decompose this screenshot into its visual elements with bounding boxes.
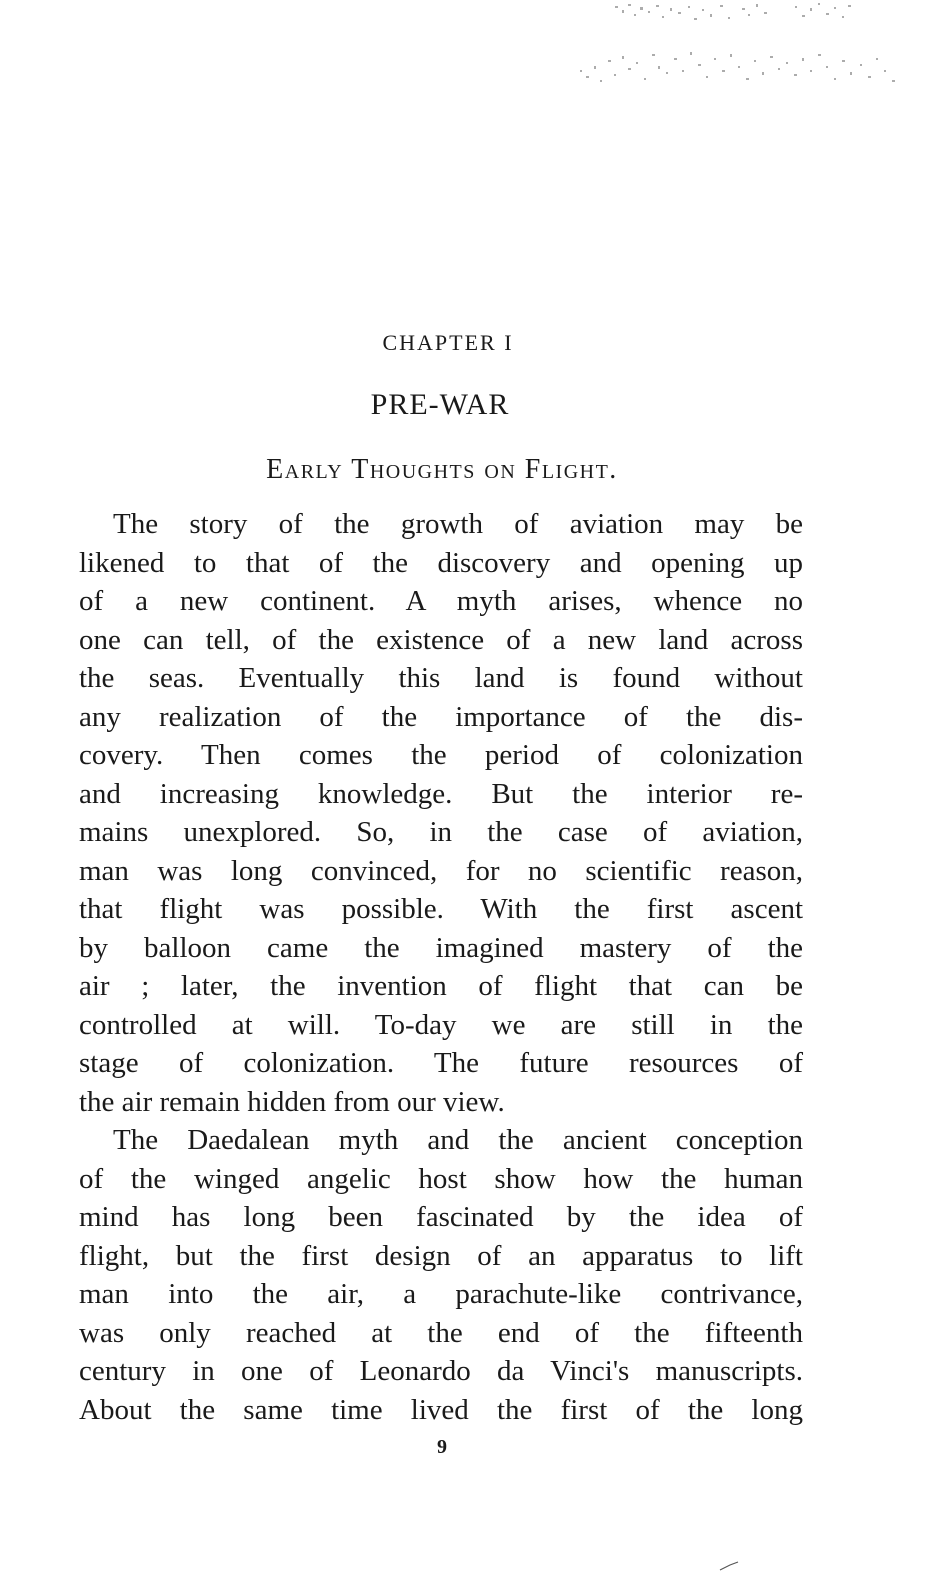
text-line: of the winged angelic host show how the human [79, 1162, 803, 1195]
text-line: and increasing knowledge. But the interior re- [79, 777, 803, 810]
text-line: The Daedalean myth and the ancient conception [113, 1124, 803, 1156]
text-line: The story of the growth of aviation may be [113, 508, 803, 540]
text-line: man was long convinced, for no scientific reason, [79, 854, 803, 887]
text-line: covery. Then comes the period of colonization [79, 739, 803, 771]
text-line: by balloon came the imagined mastery of the [79, 931, 803, 964]
text-line: one can tell, of the existence of a new land across [79, 623, 803, 656]
page-number: 9 [437, 1436, 447, 1458]
text-line: the air remain hidden from our view. [79, 1085, 505, 1118]
text-line: mains unexplored. So, in the case of aviation, [79, 816, 803, 848]
text-line: stage of colonization. The future resources of [79, 1047, 803, 1079]
text-line: mind has long been fascinated by the idea of [79, 1201, 803, 1233]
section-heading: Early Thoughts on Flight. [266, 454, 618, 485]
text-line: air ; later, the invention of flight that can be [79, 970, 803, 1002]
text-line: the seas. Eventually this land is found without [79, 662, 803, 694]
text-line: man into the air, a parachute-like contrivance, [79, 1278, 803, 1310]
library-stamp [570, 0, 910, 100]
pen-mark [718, 1560, 744, 1572]
text-line: of a new continent. A myth arises, whence no [79, 585, 803, 617]
text-line: About the same time lived the first of the long [79, 1393, 803, 1426]
text-line: likened to that of the discovery and opening up [79, 546, 803, 579]
text-line: controlled at will. To-day we are still in the [79, 1008, 803, 1041]
chapter-label: CHAPTER I [382, 330, 514, 355]
text-line: flight, but the first design of an apparatus to lift [79, 1239, 803, 1272]
body-text [79, 505, 803, 1429]
chapter-title: PRE-WAR [370, 388, 510, 421]
text-line: any realization of the importance of the dis- [79, 700, 803, 733]
text-line: was only reached at the end of the fifteenth [79, 1316, 803, 1349]
text-line: century in one of Leonardo da Vinci's manuscripts. [79, 1355, 803, 1387]
text-line: that flight was possible. With the first ascent [79, 893, 803, 925]
